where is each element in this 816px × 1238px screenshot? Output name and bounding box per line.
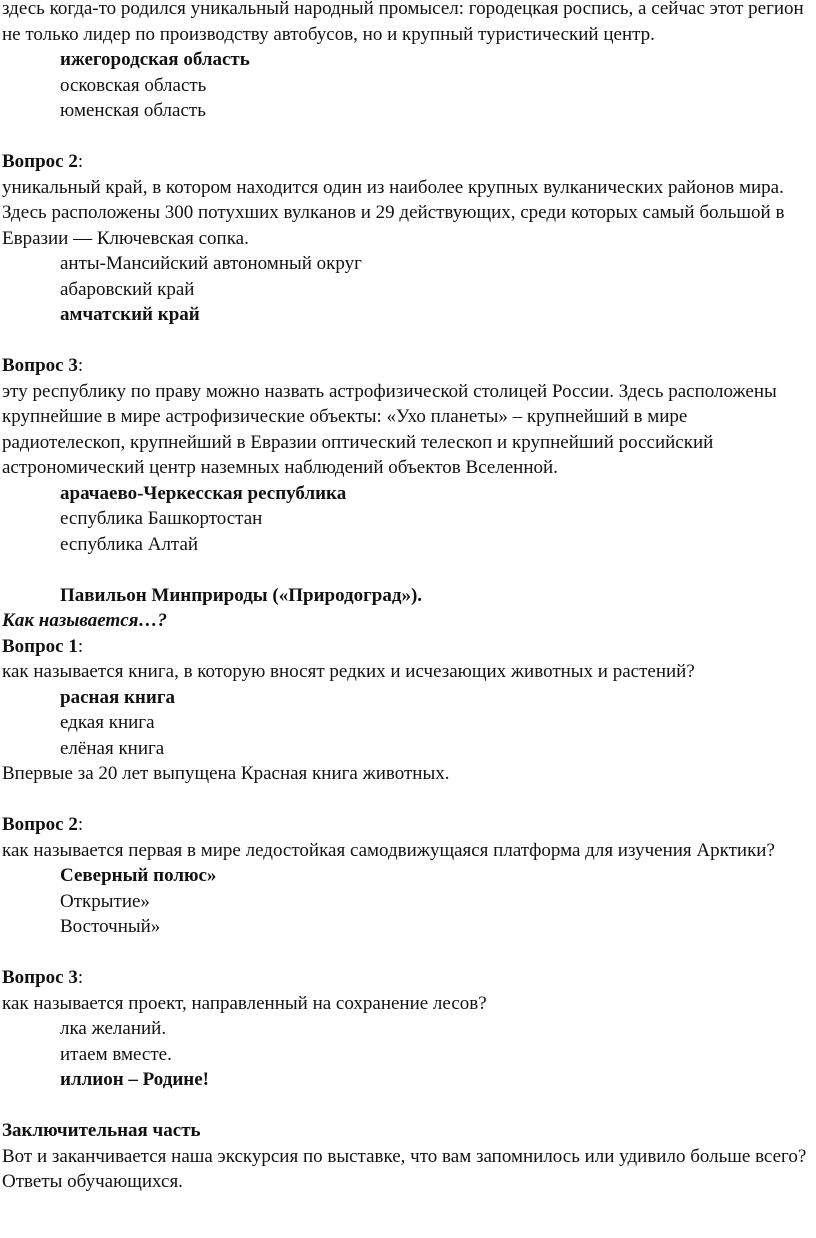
final-part-title: Заключительная часть bbox=[2, 1120, 201, 1141]
spacer bbox=[2, 1093, 810, 1119]
intro-option-3: юменская область bbox=[60, 100, 206, 121]
question-label: Вопрос 2 bbox=[2, 151, 78, 172]
intro-option-2: осковская область bbox=[60, 74, 207, 96]
question-colon: : bbox=[77, 967, 84, 988]
question-2-text: уникальный край, в котором находится один из наиболее крупных вулканических районов мира. Здесь расположены 300 потухших вулканов и 29 действующих, среди которых самый большой в Евразии — Ключевская сопка. bbox=[2, 176, 785, 249]
spacer bbox=[2, 940, 810, 966]
pavilion-question-1-option-2: едкая книга bbox=[60, 712, 155, 733]
question-colon: : bbox=[77, 814, 84, 835]
question-3-option-1-correct: арачаево-Черкесская республика bbox=[60, 482, 347, 504]
spacer bbox=[2, 328, 810, 354]
pavilion-question-3-option-2: итаем вместе. bbox=[60, 1043, 172, 1065]
pavilion-question-1-note: Впервые за 20 лет выпущена Красная книга животных. bbox=[2, 763, 450, 784]
question-label: Вопрос 2 bbox=[2, 814, 78, 835]
question-colon: : bbox=[77, 635, 84, 657]
spacer bbox=[2, 557, 810, 583]
question-3-text: эту республику по праву можно назвать астрофизической столицей России. Здесь расположены крупнейшие в мире астрофизические объекты: «Ухо планеты» – крупнейший в мире радиотелескоп, крупнейший в Евразии оптический телескоп и крупнейший российский астрономический центр наземных наблюдений объектов Вселенной. bbox=[2, 380, 777, 478]
final-part-text: Вот и заканчивается наша экскурсия по выставке, что вам запомнилось или удивило больше всего? bbox=[2, 1145, 807, 1167]
pavilion-subtitle: Как называется…? bbox=[2, 610, 167, 631]
question-label: Вопрос 1 bbox=[2, 635, 78, 657]
pavilion-question-3-option-1: лка желаний. bbox=[60, 1018, 167, 1039]
question-2-heading bbox=[2, 149, 810, 175]
intro-text: здесь когда-то родился уникальный народный промысел: городецкая роспись, а сейчас этот регион не только лидер по производству автобусов, но и крупный туристический центр. bbox=[2, 0, 804, 45]
pavilion-question-1-heading bbox=[2, 634, 810, 660]
question-colon: : bbox=[77, 355, 84, 376]
spacer bbox=[2, 124, 810, 150]
question-3-heading bbox=[2, 353, 810, 379]
question-2-option-1: анты-Мансийский автономный округ bbox=[60, 253, 362, 274]
pavilion-question-2-option-1-correct: Северный полюс» bbox=[60, 865, 217, 886]
question-colon: : bbox=[77, 151, 84, 172]
document-page bbox=[2, 0, 810, 1195]
pavilion-question-3-heading bbox=[2, 965, 810, 991]
question-2-option-2: абаровский край bbox=[60, 278, 195, 300]
pavilion-question-3-option-3-correct: иллион – Родине! bbox=[60, 1069, 210, 1090]
pavilion-question-1-option-3: елёная книга bbox=[60, 737, 165, 759]
question-2-option-3-correct: амчатский край bbox=[60, 304, 200, 325]
intro-option-1-correct: ижегородская область bbox=[60, 49, 250, 70]
spacer bbox=[2, 787, 810, 813]
pavilion-question-2-option-2: Открытие» bbox=[60, 890, 150, 912]
question-3-option-2: еспублика Башкортостан bbox=[60, 508, 263, 529]
final-part-answer: Ответы обучающихся. bbox=[2, 1171, 183, 1192]
pavilion-question-3-text: как называется проект, направленный на сохранение лесов? bbox=[2, 992, 487, 1014]
pavilion-question-1-text: как называется книга, в которую вносят редких и исчезающих животных и растений? bbox=[2, 661, 695, 682]
pavilion-title: Павильон Минприроды («Природоград»). bbox=[60, 584, 423, 606]
question-label: Вопрос 3 bbox=[2, 967, 78, 988]
pavilion-question-1-option-1-correct: расная книга bbox=[60, 686, 175, 708]
pavilion-question-2-heading bbox=[2, 812, 810, 838]
question-label: Вопрос 3 bbox=[2, 355, 78, 376]
question-3-option-3: еспублика Алтай bbox=[60, 533, 199, 555]
pavilion-question-2-text: как называется первая в мире ледостойкая самодвижущаяся платформа для изучения Арктики? bbox=[2, 839, 775, 861]
pavilion-question-2-option-3: Восточный» bbox=[60, 916, 161, 937]
